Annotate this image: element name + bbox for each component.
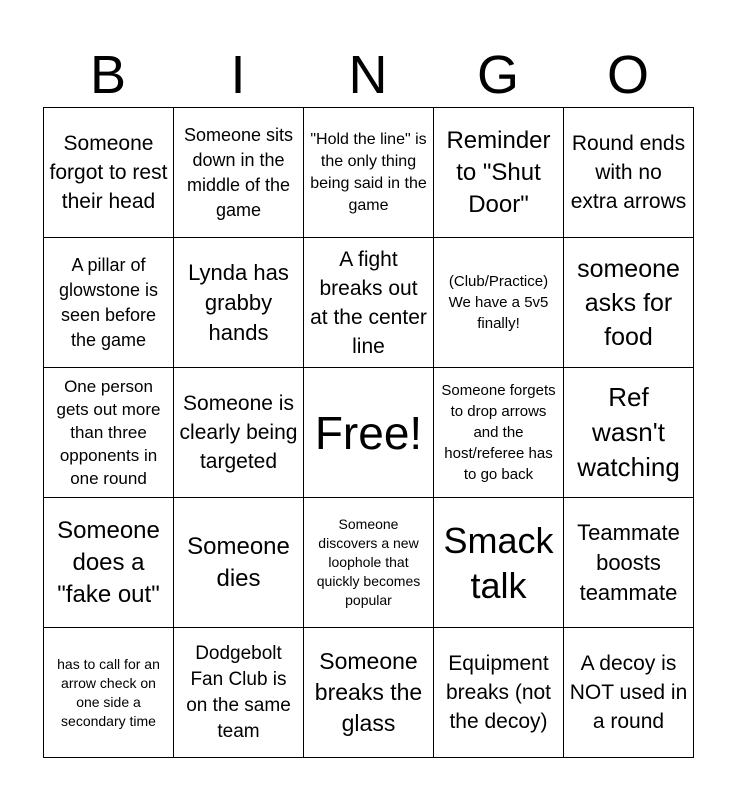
header-letter-o: O xyxy=(606,45,649,105)
bingo-cell-text: Someone is clearly being targeted xyxy=(179,392,298,473)
bingo-cell-text: Someone forgets to drop arrows and the host/referee has to go back xyxy=(441,382,556,483)
bingo-cell-text: has to call for an arrow check on one side a secondary time xyxy=(57,655,160,729)
bingo-cell[interactable] xyxy=(174,108,304,238)
bingo-cell[interactable] xyxy=(44,368,174,498)
bingo-cell[interactable] xyxy=(44,108,174,238)
bingo-cell[interactable] xyxy=(564,628,694,758)
bingo-cell[interactable] xyxy=(44,628,174,758)
bingo-cell-text: A decoy is NOT used in a round xyxy=(569,652,688,733)
bingo-cell[interactable] xyxy=(434,498,564,628)
bingo-cell[interactable] xyxy=(564,238,694,368)
free-space-text: Free! xyxy=(314,406,423,459)
bingo-cell-text: Dodgebolt Fan Club is on the same team xyxy=(186,642,291,742)
bingo-cell[interactable] xyxy=(44,238,174,368)
bingo-cell[interactable] xyxy=(434,368,564,498)
bingo-cell[interactable] xyxy=(564,498,694,628)
bingo-cell-text: One person gets out more than three opponents in one round xyxy=(56,377,161,488)
bingo-cell-text: Someone does a "fake out" xyxy=(57,516,160,608)
bingo-cell[interactable] xyxy=(304,108,434,238)
bingo-cell[interactable] xyxy=(174,628,304,758)
bingo-cell-text: Smack talk xyxy=(443,519,554,606)
bingo-cell-text: Someone sits down in the middle of the game xyxy=(183,124,294,220)
bingo-cell-text: A fight breaks out at the center line xyxy=(310,247,427,358)
bingo-cell[interactable] xyxy=(434,108,564,238)
header-letter-b: B xyxy=(89,45,127,105)
bingo-cell-text: A pillar of glowstone is seen before the game xyxy=(58,254,159,350)
bingo-cell-text: "Hold the line" is the only thing being said in the game xyxy=(310,130,427,214)
bingo-cell-text: Round ends with no extra arrows xyxy=(570,132,687,213)
bingo-cell-text: someone asks for food xyxy=(577,254,680,351)
bingo-cell[interactable] xyxy=(434,628,564,758)
bingo-grid xyxy=(43,107,694,758)
bingo-cell-text: Someone forgot to rest their head xyxy=(49,132,168,213)
bingo-cell[interactable] xyxy=(304,498,434,628)
bingo-cell[interactable] xyxy=(174,368,304,498)
bingo-cell-text: (Club/Practice) We have a 5v5 finally! xyxy=(448,273,549,332)
bingo-cell[interactable] xyxy=(564,368,694,498)
bingo-cell-text: Equipment breaks (not the decoy) xyxy=(445,652,552,733)
bingo-cell-text: Lynda has grabby hands xyxy=(188,259,289,345)
bingo-cell-text: Reminder to "Shut Door" xyxy=(446,126,551,218)
bingo-cell[interactable] xyxy=(174,238,304,368)
bingo-header xyxy=(43,40,693,108)
bingo-cell[interactable] xyxy=(44,498,174,628)
bingo-cell[interactable] xyxy=(304,238,434,368)
header-letter-g: G xyxy=(476,45,519,105)
header-letter-i: I xyxy=(230,45,246,105)
header-letter-n: N xyxy=(348,45,388,105)
bingo-cell-text: Someone breaks the glass xyxy=(314,648,423,736)
bingo-cell[interactable] xyxy=(174,498,304,628)
bingo-cell[interactable] xyxy=(434,238,564,368)
bingo-cell[interactable] xyxy=(304,628,434,758)
bingo-cell-free[interactable] xyxy=(304,368,434,498)
bingo-cell-text: Someone dies xyxy=(187,532,290,592)
bingo-cell-text: Teammate boosts teammate xyxy=(577,519,680,605)
bingo-cell[interactable] xyxy=(564,108,694,238)
bingo-cell-text: Ref wasn't watching xyxy=(577,382,680,482)
bingo-cell-text: Someone discovers a new loophole that quickly becomes popular xyxy=(316,516,421,608)
